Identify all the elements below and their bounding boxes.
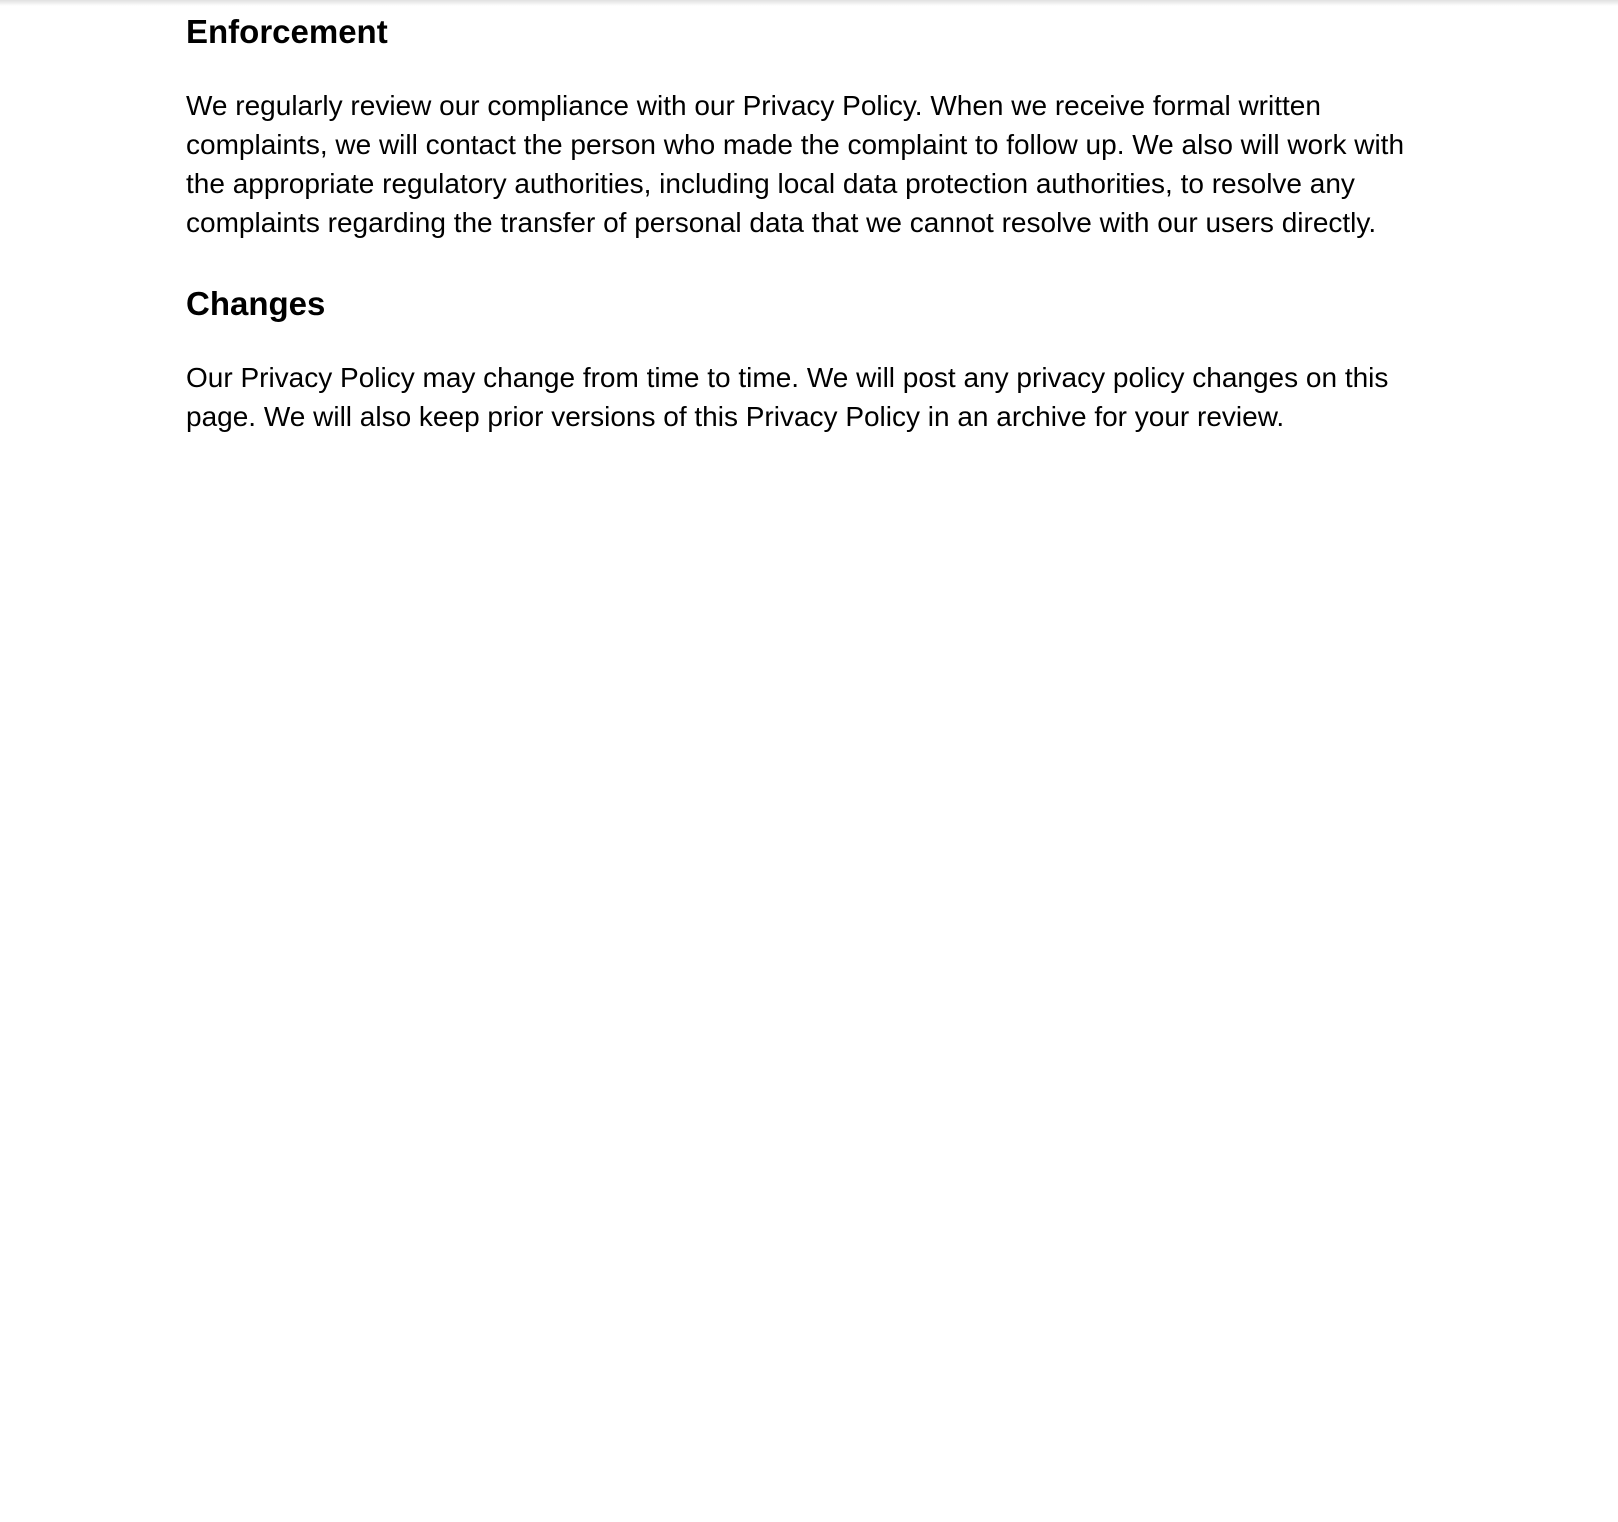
section-paragraph-enforcement: We regularly review our compliance with our Privacy Policy. When we receive formal written complaints, we will contact the person who made the complaint to follow up. We also will work with the appropriate regulatory authorities, including local data protection authorities, to resolve any complaints regarding the transfer of personal data that we cannot resolve with our users directly. bbox=[186, 90, 1405, 238]
document-content bbox=[186, 0, 1426, 436]
section-paragraph-changes: Our Privacy Policy may change from time to time. We will post any privacy policy changes on this page. We will also keep prior versions of this Privacy Policy in an archive for your review. bbox=[186, 362, 1389, 432]
section-heading-changes: Changes bbox=[186, 285, 326, 322]
section-heading-enforcement: Enforcement bbox=[186, 13, 388, 50]
